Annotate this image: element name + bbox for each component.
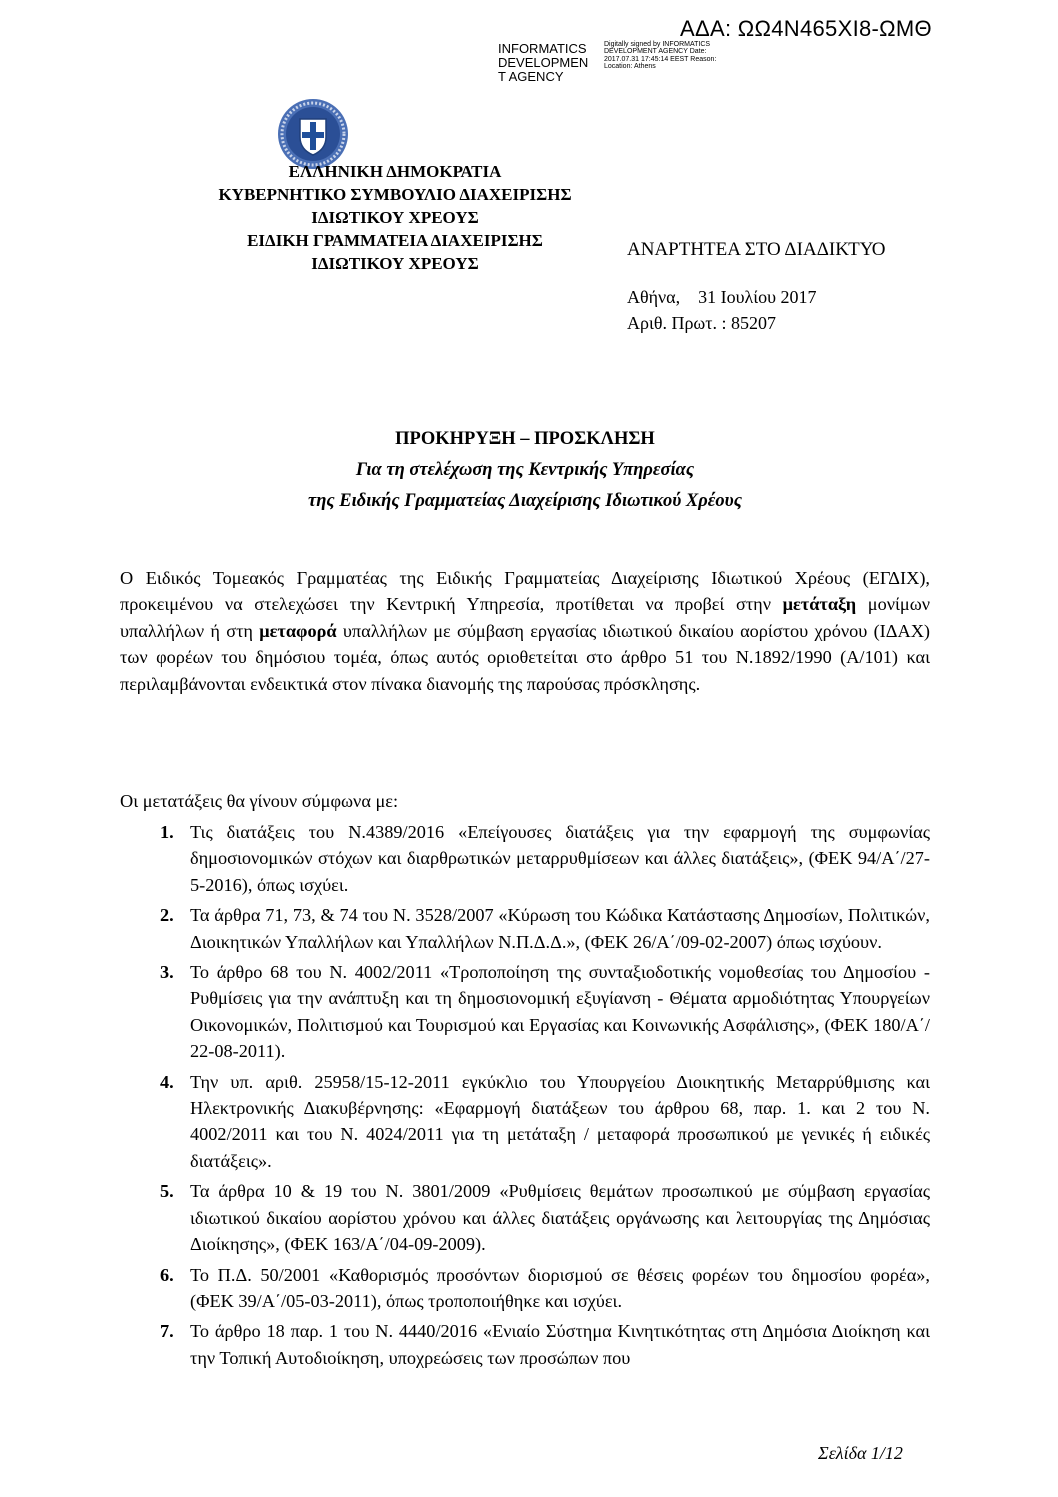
protocol-number: 85207: [731, 313, 777, 333]
list-item-number: 4.: [160, 1071, 174, 1092]
list-item-text: Το Π.Δ. 50/2001 «Καθορισμός προσόντων διορισμού σε θέσεις φορέων του δημοσίου φορέα», (ΦΕΚ 39/Α΄/05-03-2011), όπως τροποποιήθηκε και ισχύει.: [190, 1264, 930, 1311]
list-item-number: 1.: [160, 822, 174, 842]
header-line-4: ΕΙΔΙΚΗ ΓΡΑΜΜΑΤΕΙΑ ΔΙΑΧΕΙΡΙΣΗΣ: [247, 231, 543, 250]
according-heading: Οι μετατάξεις θα γίνουν σύμφωνα με:: [120, 791, 399, 811]
list-item: [160, 1262, 930, 1315]
signature-details: Digitally signed by INFORMATICS DEVELOPMENT AGENCY Date: 2017.07.31 17:45:14 EEST Reason: Location: Athens: [604, 41, 717, 71]
header-line-1: ΕΛΛΗΝΙΚΗ ΔΗΜΟΚΡΑΤΙΑ: [288, 162, 502, 181]
list-item-number: 3.: [160, 962, 174, 983]
protocol-number-line: [627, 313, 776, 334]
list-item-number: 6.: [160, 1264, 174, 1285]
header-line-2: ΚΥΒΕΡΝΗΤΙΚΟ ΣΥΜΒΟΥΛΙΟ ΔΙΑΧΕΙΡΙΣΗΣ: [218, 185, 572, 204]
list-item: [160, 819, 930, 898]
document-subtitle-2: της Ειδικής Γραμματείας Διαχείρισης Ιδιωτικού Χρέους: [308, 491, 742, 511]
protocol-label: Αριθ. Πρωτ. :: [627, 313, 727, 333]
intro-paragraph: Ο Ειδικός Τομεακός Γραμματέας της Ειδικής Γραμματείας Διαχείρισης Ιδιωτικού Χρέους (ΕΓΔΙΧ), προκειμένου να στελεχώσει την Κεντρική Υπηρεσία, προτίθεται να προβεί στην μετάταξη μονίμων υπαλλήλων ή στη μεταφορά υπαλλήλων με σύμβαση εργασίας ιδιωτικού δικαίου αορίστου χρόνου (ΙΔΑΧ) των φορέων του δημόσιου τομέα, όπως αυτός οριοθετείται στο άρθρο 51 του Ν.1892/1990 (Α/101) και περιλαμβάνονται ενδεικτικά στον πίνακα διανομής της παρούσας πρόσκλησης.: [120, 568, 931, 694]
header-line-3: ΙΔΙΩΤΙΚΟΥ ΧΡΕΟΥΣ: [311, 208, 479, 227]
list-item: [160, 902, 930, 955]
list-item-number: 2.: [160, 905, 174, 926]
place-date: [627, 287, 817, 308]
ada-code: ΑΔΑ: ΩΩ4Ν465ΧΙ8-ΩΜΘ: [680, 16, 932, 41]
list-item: [160, 1069, 930, 1175]
place: Αθήνα,: [627, 287, 681, 307]
document-title: ΠΡΟΚΗΡΥΞΗ – ΠΡΟΣΚΛΗΣΗ: [395, 429, 655, 449]
legal-basis-list: [160, 819, 930, 1375]
list-item: [160, 959, 930, 1065]
post-notice: ΑΝΑΡΤΗΤΕΑ ΣΤΟ ΔΙΑΔΙΚΤΥΟ: [627, 239, 886, 260]
header-line-5: ΙΔΙΩΤΙΚΟΥ ΧΡΕΟΥΣ: [311, 254, 479, 273]
list-item-text: Τα άρθρα 71, 73, & 74 του Ν. 3528/2007 «Κύρωση του Κώδικα Κατάστασης Δημοσίων, Πολιτικών, Διοικητικών Υπαλλήλων και Υπαλλήλων Ν.Π.Δ.Δ.», (ΦΕΚ 26/Α΄/09-02-2007) όπως ισχύουν.: [190, 905, 930, 952]
signature-name: INFORMATICS DEVELOPMEN T AGENCY: [498, 41, 589, 84]
date: 31 Ιουλίου 2017: [698, 287, 817, 307]
list-item-text: Το άρθρο 18 παρ. 1 του Ν. 4440/2016 «Ενιαίο Σύστημα Κινητικότητας στη Δημόσια Διοίκηση και την Τοπική Αυτοδιοίκηση, υποχρεώσεις των προσώπων που: [190, 1321, 930, 1368]
list-item-number: 5.: [160, 1181, 174, 1202]
list-item: [160, 1318, 930, 1371]
list-item-text: Το άρθρο 68 του Ν. 4002/2011 «Τροποποίηση της συνταξιοδοτικής νομοθεσίας του Δημοσίου - Ρυθμίσεις για την ανάπτυξη και τη δημοσιονομική εξυγίανση - Θέματα αρμοδιότητας Υπουργείων Οικονομικών, Πολιτισμού και Τουρισμού και Εργασίας και Κοινωνικής Ασφάλισης», (ΦΕΚ 180/Α΄/ 22-08-2011).: [190, 962, 930, 1062]
list-item-number: 7.: [160, 1321, 174, 1342]
list-item: [160, 1178, 930, 1257]
list-item-text: Τα άρθρα 10 & 19 του Ν. 3801/2009 «Ρυθμίσεις θεμάτων προσωπικού με σύμβαση εργασίας ιδιωτικού δικαίου αορίστου χρόνου και άλλες διατάξεις οργάνωσης και λειτουργίας της Δημόσιας Διοίκησης», (ΦΕΚ 163/Α΄/04-09-2009).: [190, 1181, 930, 1255]
document-subtitle-1: Για τη στελέχωση της Κεντρικής Υπηρεσίας: [355, 460, 695, 480]
list-item-text: Τις διατάξεις του Ν.4389/2016 «Επείγουσες διατάξεις για την εφαρμογή της συμφωνίας δημοσιονομικών στόχων και διαρθρωτικών μεταρρυθμίσεων και άλλες διατάξεις», (ΦΕΚ 94/Α΄/27-5-2016), όπως ισχύει.: [190, 822, 930, 895]
bold-transfer-term: μετάταξη: [782, 594, 857, 615]
page-number: Σελίδα 1/12: [818, 1443, 903, 1463]
list-item-text: Την υπ. αριθ. 25958/15-12-2011 εγκύκλιο του Υπουργείου Διοικητικής Μεταρρύθμισης και Ηλεκτρονικής Διακυβέρνησης: «Εφαρμογή διατάξεων του άρθρου 68, παρ. 1. και 2 του Ν. 4002/2011 και του Ν. 4024/2011 για τη μετάταξη / μεταφορά προσωπικού με γενικές ή ειδικές διατάξεις».: [190, 1071, 930, 1171]
bold-transfer-term-2: μεταφορά: [259, 620, 337, 641]
